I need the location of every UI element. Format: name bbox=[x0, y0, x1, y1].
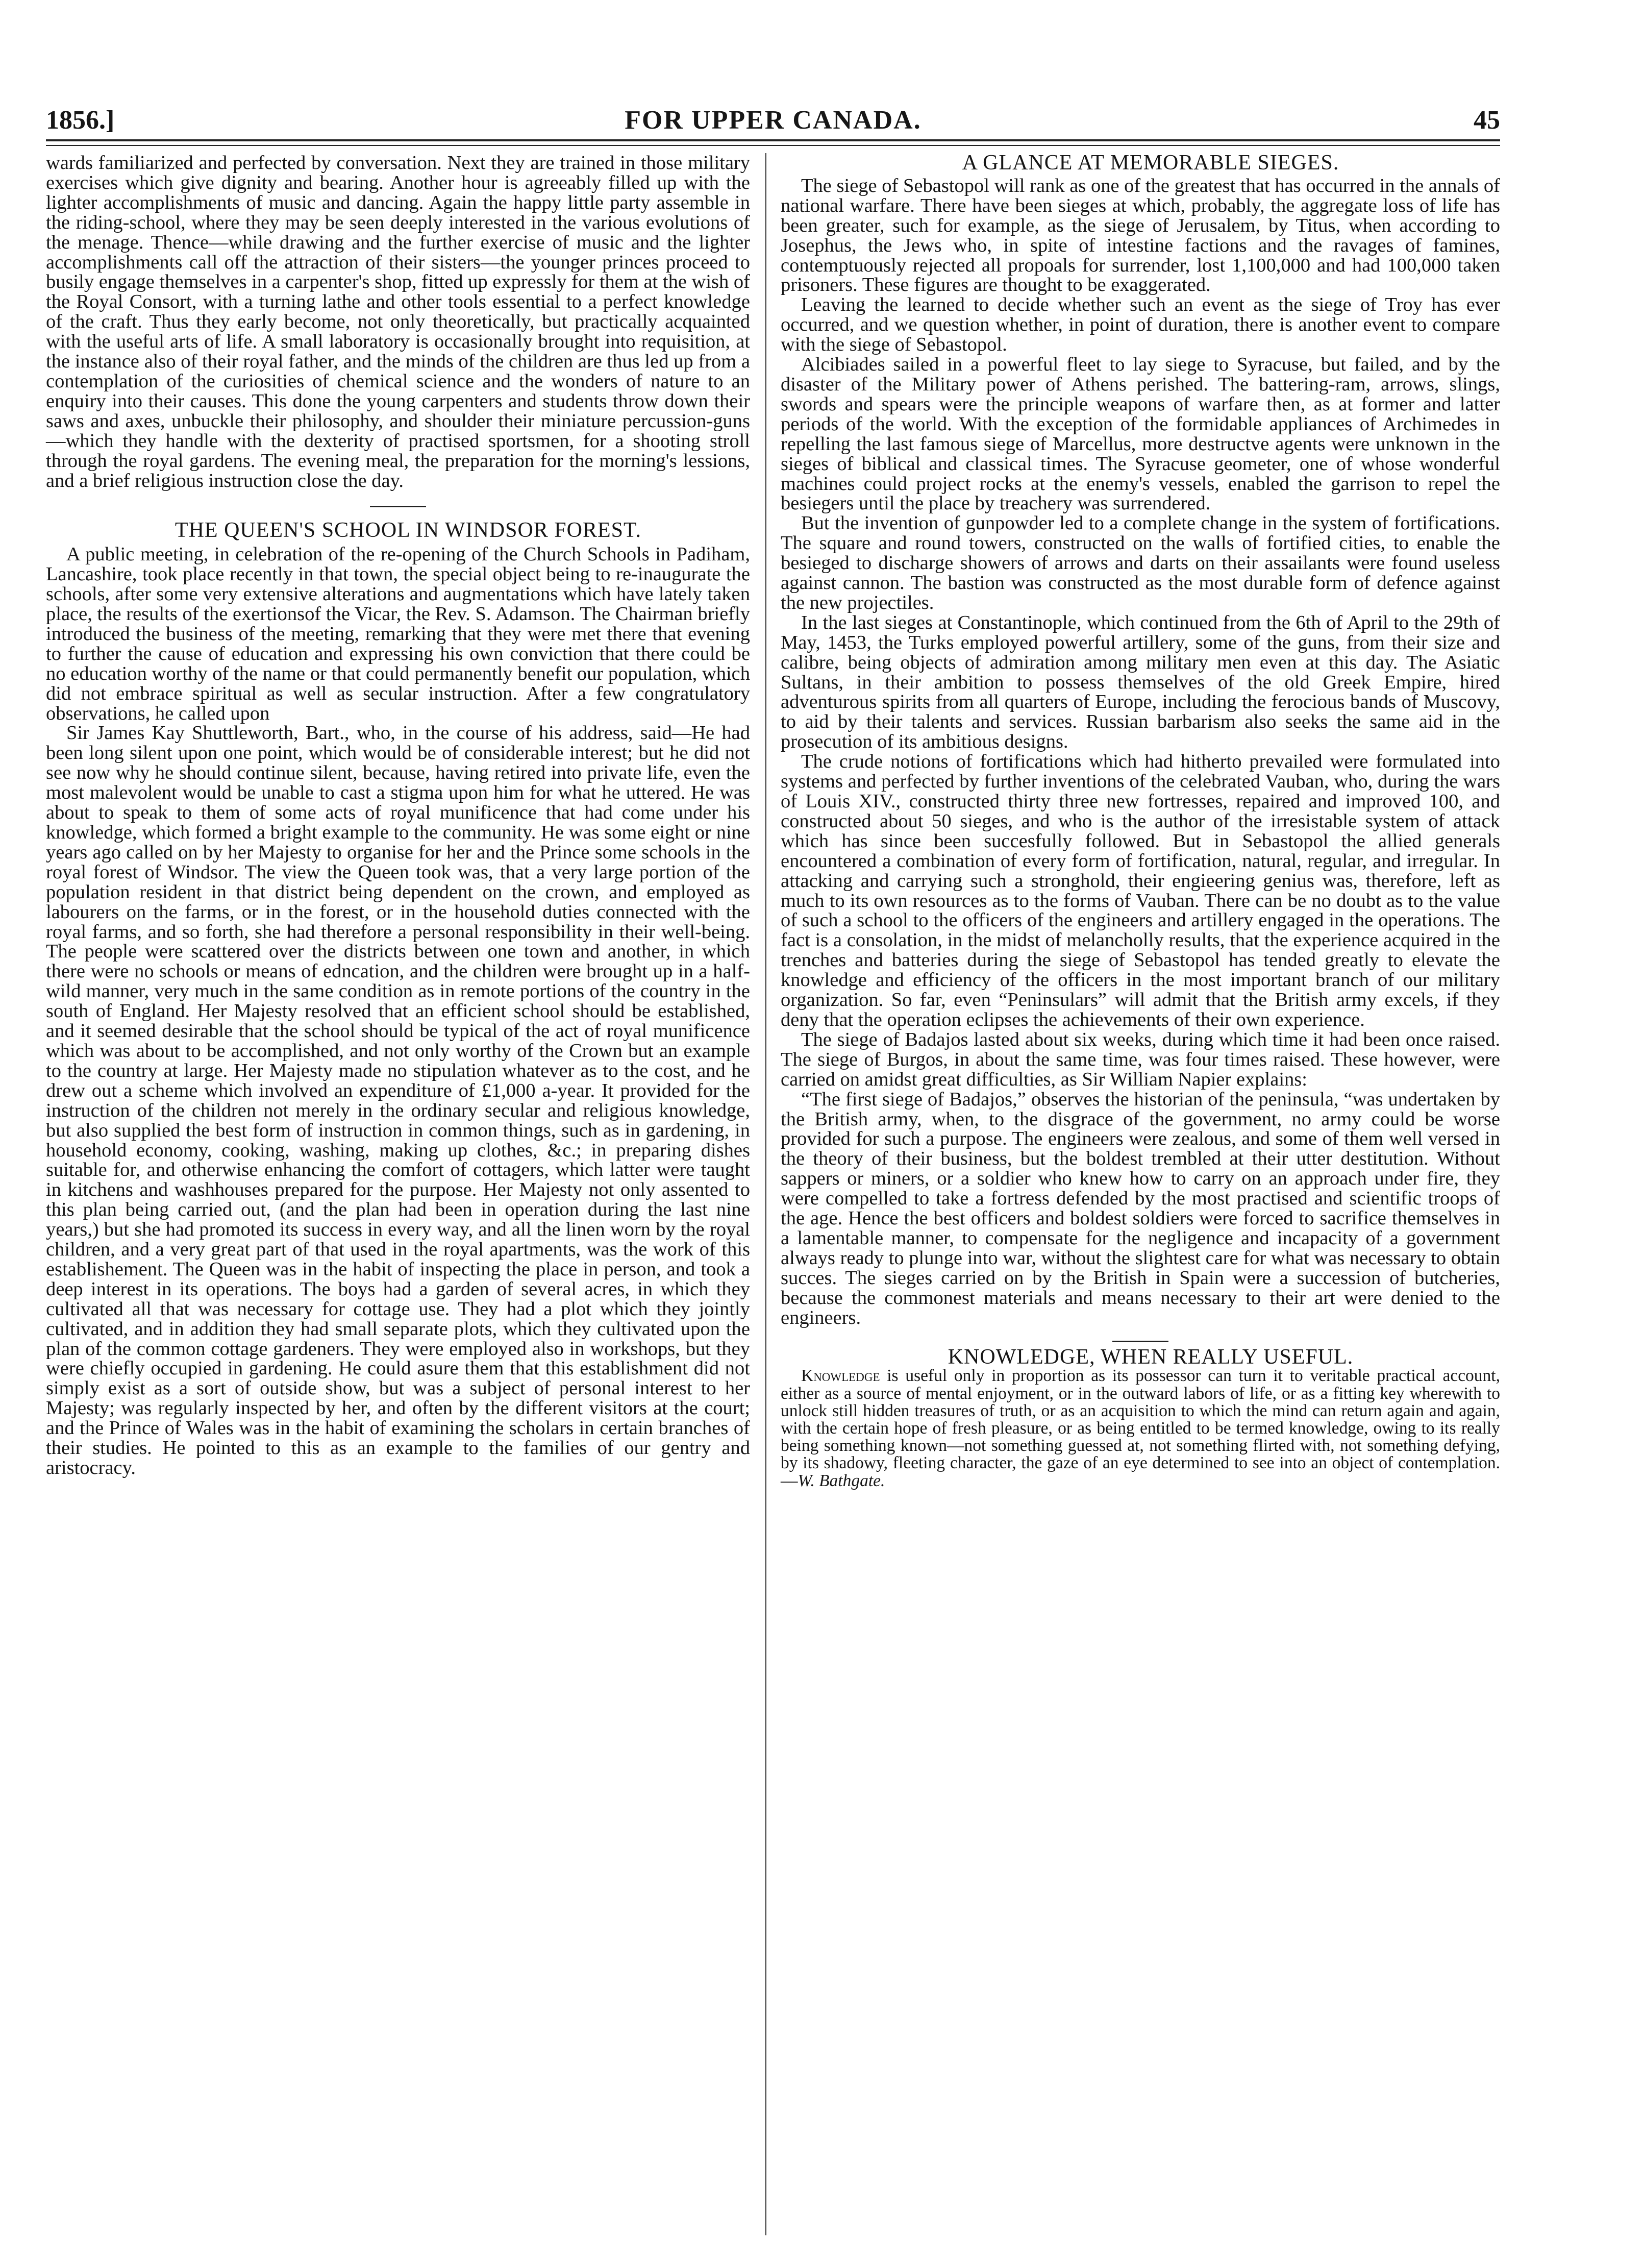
lead-word: Knowledge bbox=[801, 1366, 880, 1386]
column-divider bbox=[765, 153, 766, 2235]
knowledge-paragraph bbox=[781, 1367, 1500, 1489]
header-rule-thin bbox=[46, 145, 1500, 146]
header-rule-thick bbox=[46, 139, 1500, 141]
article-paragraph: The siege of Sebastopol will rank as one of the greatest that has occurred in the annals of national warfare. There have been sieges at which, probably, the aggregate loss of life has been greater, such for example, as the siege of Jerusalem, by Titus, when according to Josephus, the Jews who, in spite of intestine factions and the ravages of famines, contemptuously rejected all propoals for surrender, lost 1,100,000 and had 100,000 taken prisoners. These figures are thought to be exaggerated. bbox=[781, 175, 1500, 296]
left-column bbox=[46, 153, 750, 1478]
running-head-title: FOR UPPER CANADA. bbox=[625, 106, 921, 135]
right-column bbox=[781, 153, 1500, 1490]
attribution: W. Bathgate. bbox=[798, 1471, 885, 1490]
article-heading-knowledge: KNOWLEDGE, WHEN REALLY USEFUL. bbox=[948, 1345, 1354, 1369]
article-paragraph: But the invention of gunpowder led to a complete change in the system of fortifications. The square and round towers, constructed on the walls of fortified cities, to enable the besieged to discharge showers of arrows and darts on their assailants were found useless against cannon. The bastion was constructed as the most durable form of defence against the new projectiles. bbox=[781, 512, 1500, 613]
article-heading-sieges: A GLANCE AT MEMORABLE SIEGES. bbox=[962, 151, 1339, 175]
article-heading-queens-school: THE QUEEN'S SCHOOL IN WINDSOR FOREST. bbox=[175, 519, 642, 543]
continuation-paragraph: wards familiarized and perfected by conversation. Next they are trained in those military exercises which give dignity and bearing. Another hour is agreeably filled up with the lighter accomplishments of music and dancing. Again the happy little party assemble in the riding-school, where they may be seen deeply interested in the various evolutions of the menage. Thence—while drawing and the further exercise of music and the lighter accomplishments call off the attraction of their sisters—the younger princes proceed to busily engage themselves in a carpenter's shop, fitted up expressly for them at the wish of the Royal Consort, with a turning lathe and other tools essential to a perfect knowledge of the craft. Thus they early become, not only theoretically, but practically acquainted with the useful arts of life. A small laboratory is occasionally brought into requisition, at the instance also of their royal father, and the minds of the children are thus led up from a contemplation of the curiosities of chemical science and the wonders of nature to an enquiry into their causes. This done the young carpenters and students throw down their saws and axes, unbuckle their philosophy, and shoulder their miniature percussion-guns—which they handle with the dexterity of practised sportsmen, for a shooting stroll through the royal gardens. The evening meal, the preparation for the morning's lessions, and a brief religious instruction close the day. bbox=[46, 152, 750, 491]
article-paragraph: Sir James Kay Shuttleworth, Bart., who, in the course of his address, said—He had been long silent upon one point, which would be of considerable interest; but he did not see now why he should continue silent, because, having retired into private life, even the most malevolent would be unable to cast a stigma upon him for what he uttered. He was about to speak to them of some acts of royal munificence that had come under his knowledge, which formed a bright example to the community. He was some eight or nine years ago called on by her Majesty to organise for her and the Prince some schools in the royal forest of Windsor. The view the Queen took was, that a very large portion of the population resident in that district being dependent on the crown, and employed as labourers on the farms, or in the forest, or in the household duties connected with the royal farms, and so forth, she had therefore a personal responsibility in their well-being. The people were scattered over the districts between one town and another, in which there were no schools or means of edncation, and the children were brought up in a half-wild manner, very much in the same condition as in remote portions of the country in the south of England. Her Majesty resolved that an efficient school should be established, and it seemed desirable that the school should be typical of the act of royal munificence which was about to be accomplished, and not only worthy of the Crown but an example to the country at large. Her Majesty made no stipulation whatever as to the cost, and he drew out a scheme which involved an expenditure of £1,000 a-year. It provided for the instruction of the children not merely in the ordinary secular and religious knowledge, but also supplied the best form of instruction in common things, such as in gardening, in household economy, cooking, washing, making up clothes, &c.; in preparing dishes suitable for, and otherwise enhancing the comfort of cottagers, which latter were taught in kitchens and washhouses prepared for the purpose. Her Majesty not only assented to this plan being carried out, (and the plan had been in operation during the last nine years,) but she had promoted its success in every way, and all the linen worn by the royal children, and a very great part of that used in the royal apartments, was the work of this establishement. The Queen was in the habit of inspecting the place in person, and took a deep interest in its operations. The boys had a garden of several acres, in which they cultivated all that was necessary for cottage use. They had a plot which they jointly cultivated, and in addition they had small separate plots, which they cultivated upon the plan of the common cottage gardeners. They were employed also in workshops, but they were chiefly occupied in gardening. He could asure them that this establishment did not simply exist as a sort of outside show, but was a subject of personal interest to her Majesty; was regularly inspected by her, and often by the different visitors at the court; and the Prince of Wales was in the habit of examining the scholars in certain branches of their studies. He pointed to this as an example to the families of our gentry and aristocracy. bbox=[46, 722, 750, 1478]
article-paragraph: The crude notions of fortifications which had hitherto prevailed were formulated into systems and perfected by further inventions of the celebrated Vauban, who, during the wars of Louis XIV., constructed thirty three new fortresses, repaired and improved 100, and constructed about 50 sieges, and who is the author of the irresistable system of attack which has since been succesfully followed. But in Sebastopol the allied generals encountered a combination of every form of fortification, natural, regular, and irregular. In attacking and carrying such a stronghold, their engieering genius was, therefore, left as much to its own resources as to the forms of Vauban. There can be no doubt as to the value of such a school to the officers of the engineers and artillery engaged in the operations. The fact is a consolation, in the midst of melancholly results, that the experience acquired in the trenches and batteries during the siege of Sebastopol has tended greatly to elevate the knowledge and efficiency of the officers in the most important branch of our military organization. So far, even “Peninsulars” will admit that the British army excels, if they deny that the operation eclipses the achievements of their own experience. bbox=[781, 751, 1500, 1030]
running-head-year: 1856.] bbox=[46, 106, 115, 135]
article-paragraph: A public meeting, in celebration of the re-opening of the Church Schools in Padiham, Lancashire, took place recently in that town, the special object being to re-inaugurate the schools, after some very extensive alterations and augmentations which have lately taken place, the results of the exertionsof the Vicar, the Rev. S. Adamson. The Chairman briefly introduced the business of the meeting, remarking that they were met there that evening to further the cause of education and expressing his own conviction that there could be no education worthy of the name or that could permanently benefit our population, which did not embrace spiritual as well as secular instruction. After a few congratulatory observations, he called upon bbox=[46, 544, 750, 724]
quotation-paragraph: “The first siege of Badajos,” observes the historian of the peninsula, “was undertaken by the British army, when, to the disgrace of the government, no army could be worse provided for such a purpose. The engineers were zealous, and some of them well versed in the theory of their business, but the boldest trembled at their utter destitution. Without sappers or miners, or a soldier who knew how to carry on an approach under fire, they were compelled to take a fortress defended by the most practised and scientific troops of the age. Hence the best officers and boldest soldiers were forced to sacrifice themselves in a lamentable manner, to compensate for the negligence and incapacity of a government always ready to plunge into war, without the slightest care for what was necessary to obtain succes. The sieges carried on by the British in Spain were a succession of butcheries, because the commonest materials and means necessary to their art were denied to the engineers. bbox=[781, 1088, 1500, 1328]
article-paragraph: In the last sieges at Constantinople, which continued from the 6th of April to the 29th of May, 1453, the Turks employed powerful artillery, some of the guns, from their size and calibre, being objects of admiration among military men even at this day. The Asiatic Sultans, in their ambition to possess themselves of the old Greek Empire, hired adventurous spirits from all quarters of Europe, including the ferocious bands of Muscovy, to aid by their talents and services. Russian barbarism also seeks the same aid in the prosecution of its ambitious designs. bbox=[781, 611, 1500, 753]
page-number: 45 bbox=[1474, 106, 1500, 135]
article-paragraph: Alcibiades sailed in a powerful fleet to lay siege to Syracuse, but failed, and by the disaster of the Military power of Athens perished. The battering-ram, arrows, slings, swords and spears were the principle weapons of warfare then, as at former and latter periods of the world. With the exception of the formidable appliances of Archimedes in repelling the last famous siege of Marcellus, more destructve agents were unknown in the sieges of biblical and classical times. The Syracuse geometer, one of whose wonderful machines could project rocks at the enemy's vessels, enabled the garrison to repel the besiegers until the place by treachery was surrendered. bbox=[781, 354, 1500, 514]
article-paragraph: The siege of Badajos lasted about six weeks, during which time it had been once raised. The siege of Burgos, in about the same time, was four times raised. These however, were carried on amidst great difficulties, as Sir William Napier explains: bbox=[781, 1028, 1500, 1090]
running-head bbox=[46, 90, 1500, 136]
article-paragraph: Leaving the learned to decide whether such an event as the siege of Troy has ever occurred, and we question whether, in point of duration, there is another event to compare with the siege of Sebastopol. bbox=[781, 294, 1500, 356]
knowledge-text: is useful only in proportion as its possessor can turn it to veritable practical account, either as a source of mental enjoyment, or in the outward labors of life, or as a fitting key wherewith to unlock still hidden treasures of truth, or as an acquisition to which the mind can return again and again, with the certain hope of fresh pleasure, or as being entitled to be termed knowledge, owing to its really being something known—not something guessed at, not something flirted with, not something defying, by its shadowy, fleeting character, the gaze of an eye determined to see into an object of contemplation.— bbox=[781, 1366, 1500, 1490]
